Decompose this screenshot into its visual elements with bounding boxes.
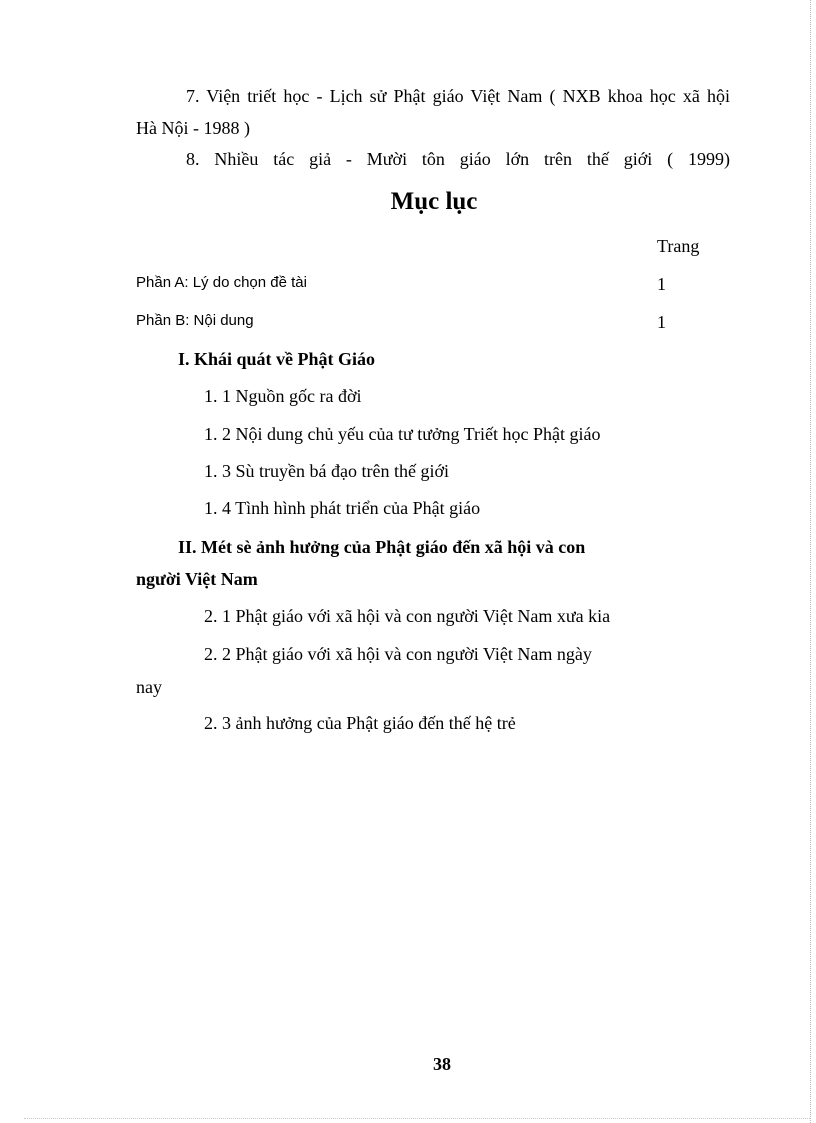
toc-item-2-3: 2. 3 ảnh hưởng của Phật giáo đến thế hệ trẻ: [204, 713, 516, 733]
page-border-right: [810, 0, 811, 1123]
reference-7-line-1: 7. Viện triết học - Lịch sử Phật giáo Việt Nam ( NXB khoa học xã hội: [186, 86, 730, 106]
toc-part-b-page: 1: [657, 312, 666, 332]
toc-part-b-label: Phần B: Nội dung: [136, 312, 254, 329]
toc-page-header: Trang: [657, 236, 700, 256]
toc-title: Mục lục: [390, 188, 478, 215]
toc-part-a-label: Phần A: Lý do chọn đề tài: [136, 274, 307, 291]
toc-section-1-heading: I. Khái quát về Phật Giáo: [178, 349, 376, 369]
toc-item-1-3: 1. 3 Sù truyền bá đạo trên thế giới: [204, 461, 449, 481]
reference-7-line-2: Hà Nội - 1988 ): [136, 118, 250, 138]
toc-item-1-4: 1. 4 Tình hình phát triển của Phật giáo: [204, 498, 481, 518]
reference-8-line-1: 8. Nhiều tác giả - Mười tôn giáo lớn trên thế giới ( 1999): [186, 149, 730, 169]
page-border-bottom: [24, 1118, 810, 1119]
toc-item-2-2-line-2: nay: [136, 677, 162, 697]
toc-item-2-1: 2. 1 Phật giáo với xã hội và con người Việt Nam xưa kia: [204, 606, 611, 626]
page-number: 38: [433, 1054, 451, 1074]
toc-item-1-2: 1. 2 Nội dung chủ yếu của tư tưởng Triết học Phật giáo: [204, 424, 601, 444]
toc-item-1-1: 1. 1 Nguồn gốc ra đời: [204, 386, 362, 406]
toc-part-a-page: 1: [657, 274, 666, 294]
toc-section-2-heading-line-1: II. Mét sè ảnh hưởng của Phật giáo đến xã hội và con: [178, 537, 586, 557]
toc-item-2-2-line-1: 2. 2 Phật giáo với xã hội và con người Việt Nam ngày: [204, 644, 592, 664]
toc-section-2-heading-line-2: người Việt Nam: [136, 569, 258, 589]
